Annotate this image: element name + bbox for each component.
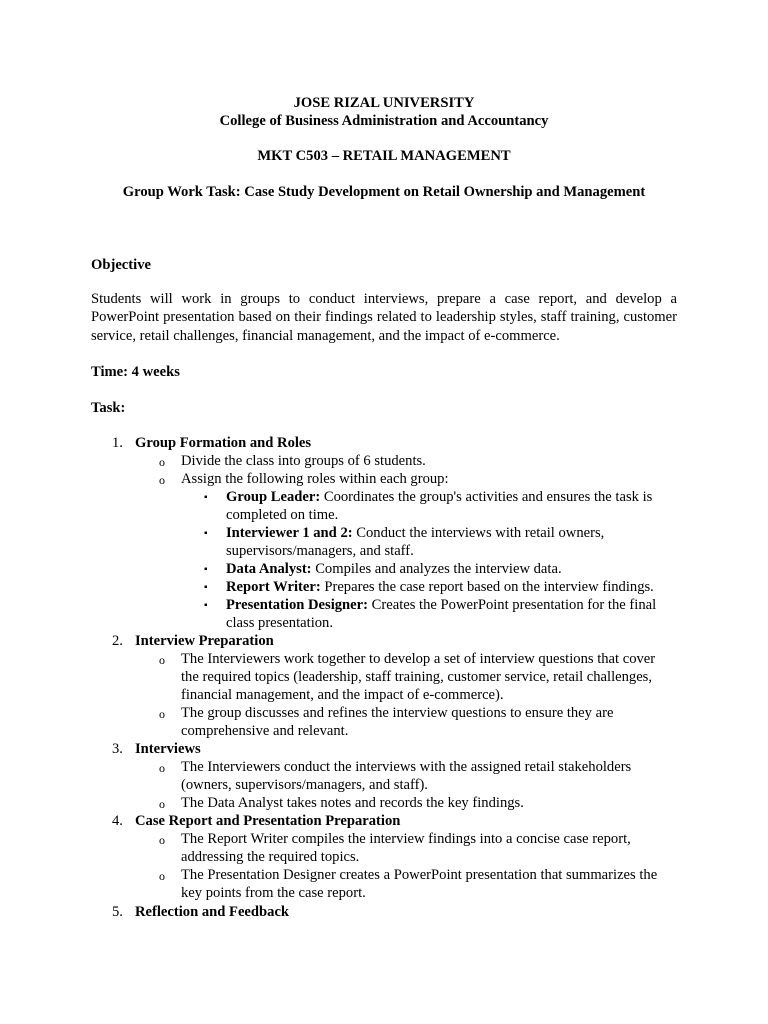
task-title: Group Work Task: Case Study Development on Retail Ownership and Management [122, 184, 646, 200]
role-label: Group Leader: [226, 489, 321, 505]
college-name: College of Business Administration and Accountancy [219, 113, 549, 129]
list-item: The Report Writer compiles the interview findings into a concise case report, [181, 831, 631, 847]
role-item [226, 578, 654, 596]
circle-bullet: o [159, 833, 165, 847]
circle-bullet: o [159, 707, 165, 721]
circle-bullet: o [159, 653, 165, 667]
task-title-4: Case Report and Presentation Preparation [135, 813, 401, 829]
task-number: 2. [112, 633, 123, 649]
list-item-cont: addressing the required topics. [181, 849, 360, 865]
square-bullet: ▪ [204, 492, 208, 503]
list-item: Assign the following roles within each group: [181, 471, 449, 487]
list-item-cont: comprehensive and relevant. [181, 723, 349, 739]
circle-bullet: o [159, 797, 165, 811]
task-title-2: Interview Preparation [135, 633, 274, 649]
list-item-cont: financial management, and the impact of e-commerce). [181, 687, 504, 703]
task-heading: Task: [91, 400, 126, 416]
role-desc-cont: supervisors/managers, and staff. [226, 543, 414, 559]
list-item: The group discusses and refines the interview questions to ensure they are [181, 705, 614, 721]
task-number: 5. [112, 904, 123, 920]
role-desc-cont: class presentation. [226, 615, 333, 631]
list-item: The Interviewers conduct the interviews with the assigned retail stakeholders [181, 759, 632, 775]
role-desc: Compiles and analyzes the interview data. [311, 561, 562, 577]
objective-heading: Objective [91, 257, 151, 273]
list-item-cont: key points from the case report. [181, 885, 366, 901]
square-bullet: ▪ [204, 600, 208, 611]
circle-bullet: o [159, 455, 165, 469]
time-label: Time: 4 weeks [91, 364, 180, 380]
role-desc-cont: completed on time. [226, 507, 339, 523]
list-item-cont: the required topics (leadership, staff training, customer service, retail challenges, [181, 669, 653, 685]
role-item [226, 524, 604, 542]
role-label: Report Writer: [226, 579, 321, 595]
task-number: 1. [112, 435, 123, 451]
list-item: The Interviewers work together to develop a set of interview questions that cover [181, 651, 656, 667]
square-bullet: ▪ [204, 564, 208, 575]
circle-bullet: o [159, 869, 165, 883]
list-item: The Data Analyst takes notes and records the key findings. [181, 795, 524, 811]
task-number: 4. [112, 813, 123, 829]
role-item [226, 488, 652, 506]
square-bullet: ▪ [204, 582, 208, 593]
university-name: JOSE RIZAL UNIVERSITY [293, 95, 475, 111]
list-item: The Presentation Designer creates a PowerPoint presentation that summarizes the [181, 867, 658, 883]
task-title-1: Group Formation and Roles [135, 435, 312, 451]
role-item [226, 560, 562, 578]
role-desc: Conduct the interviews with retail owners, [352, 525, 605, 541]
square-bullet: ▪ [204, 528, 208, 539]
list-item: Divide the class into groups of 6 students. [181, 453, 426, 469]
role-label: Data Analyst: [226, 561, 312, 577]
objective-body: Students will work in groups to conduct interviews, prepare a case report, and develop a PowerPoint presentation based on their findings related to leadership styles, staff training, customer service, retail challenges, financial management, and the impact of e-commerce. [91, 291, 677, 344]
task-title-5: Reflection and Feedback [135, 904, 290, 920]
circle-bullet: o [159, 473, 165, 487]
role-desc: Creates the PowerPoint presentation for the final [368, 597, 657, 613]
role-item [226, 596, 656, 614]
task-number: 3. [112, 741, 123, 757]
role-label: Interviewer 1 and 2: [226, 525, 353, 541]
role-label: Presentation Designer: [226, 597, 368, 613]
role-desc: Prepares the case report based on the interview findings. [320, 579, 654, 595]
task-title-3: Interviews [135, 741, 201, 757]
course-title: MKT C503 – RETAIL MANAGEMENT [257, 148, 511, 164]
role-desc: Coordinates the group's activities and ensures the task is [320, 489, 653, 505]
list-item-cont: (owners, supervisors/managers, and staff). [181, 777, 428, 793]
circle-bullet: o [159, 761, 165, 775]
